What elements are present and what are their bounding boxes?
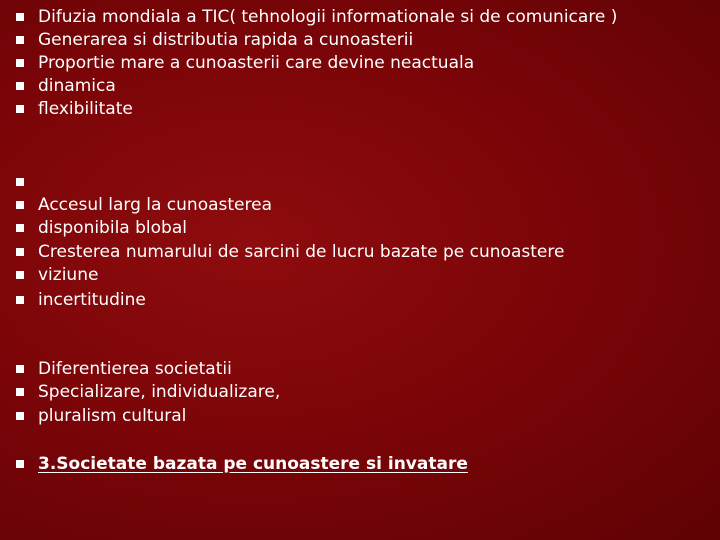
square-bullet-icon xyxy=(16,296,24,304)
bullet-item xyxy=(16,193,272,217)
bullet-item xyxy=(16,216,187,240)
bullet-item xyxy=(16,74,116,98)
bullet-text: disponibila blobal xyxy=(38,218,187,238)
square-bullet-icon xyxy=(16,365,24,373)
bullet-text: Generarea si distributia rapida a cunoasterii xyxy=(38,30,414,50)
bullet-text: Accesul larg la cunoasterea xyxy=(38,195,272,215)
bullet-text: Cresterea numarului de sarcini de lucru bazate pe cunoastere xyxy=(38,242,565,262)
square-bullet-icon xyxy=(16,248,24,256)
square-bullet-icon xyxy=(16,82,24,90)
bullet-item xyxy=(16,97,133,121)
bullet-text: incertitudine xyxy=(38,290,146,310)
bullet-text: Diferentierea societatii xyxy=(38,359,232,379)
bullet-item xyxy=(16,357,232,381)
bullet-item xyxy=(16,263,98,287)
bullet-item xyxy=(16,404,186,428)
square-bullet-icon xyxy=(16,36,24,44)
bullet-item xyxy=(16,51,474,75)
square-bullet-icon xyxy=(16,59,24,67)
square-bullet-icon xyxy=(16,412,24,420)
square-bullet-icon xyxy=(16,224,24,232)
square-bullet-icon xyxy=(16,13,24,21)
bullet-item xyxy=(16,380,280,404)
square-bullet-icon xyxy=(16,105,24,113)
section-heading xyxy=(16,452,468,476)
square-bullet-icon xyxy=(16,178,24,186)
bullet-item xyxy=(16,288,146,312)
square-bullet-icon xyxy=(16,271,24,279)
bullet-item xyxy=(16,240,564,264)
bullet-text: viziune xyxy=(38,265,99,285)
bullet-text: flexibilitate xyxy=(38,99,133,119)
bullet-item xyxy=(16,170,38,194)
bullet-text: Difuzia mondiala a TIC( tehnologii informationale si de comunicare ) xyxy=(38,7,618,27)
square-bullet-icon xyxy=(16,388,24,396)
bullet-item xyxy=(16,5,617,29)
bullet-item xyxy=(16,28,413,52)
bullet-text: pluralism cultural xyxy=(38,406,187,426)
bullet-text: Proportie mare a cunoasterii care devine neactuala xyxy=(38,53,475,73)
section-heading-text: 3.Societate bazata pe cunoastere si invatare xyxy=(38,454,468,474)
bullet-text: dinamica xyxy=(38,76,116,96)
square-bullet-icon xyxy=(16,201,24,209)
square-bullet-icon xyxy=(16,460,24,468)
bullet-text: Specializare, individualizare, xyxy=(38,382,281,402)
